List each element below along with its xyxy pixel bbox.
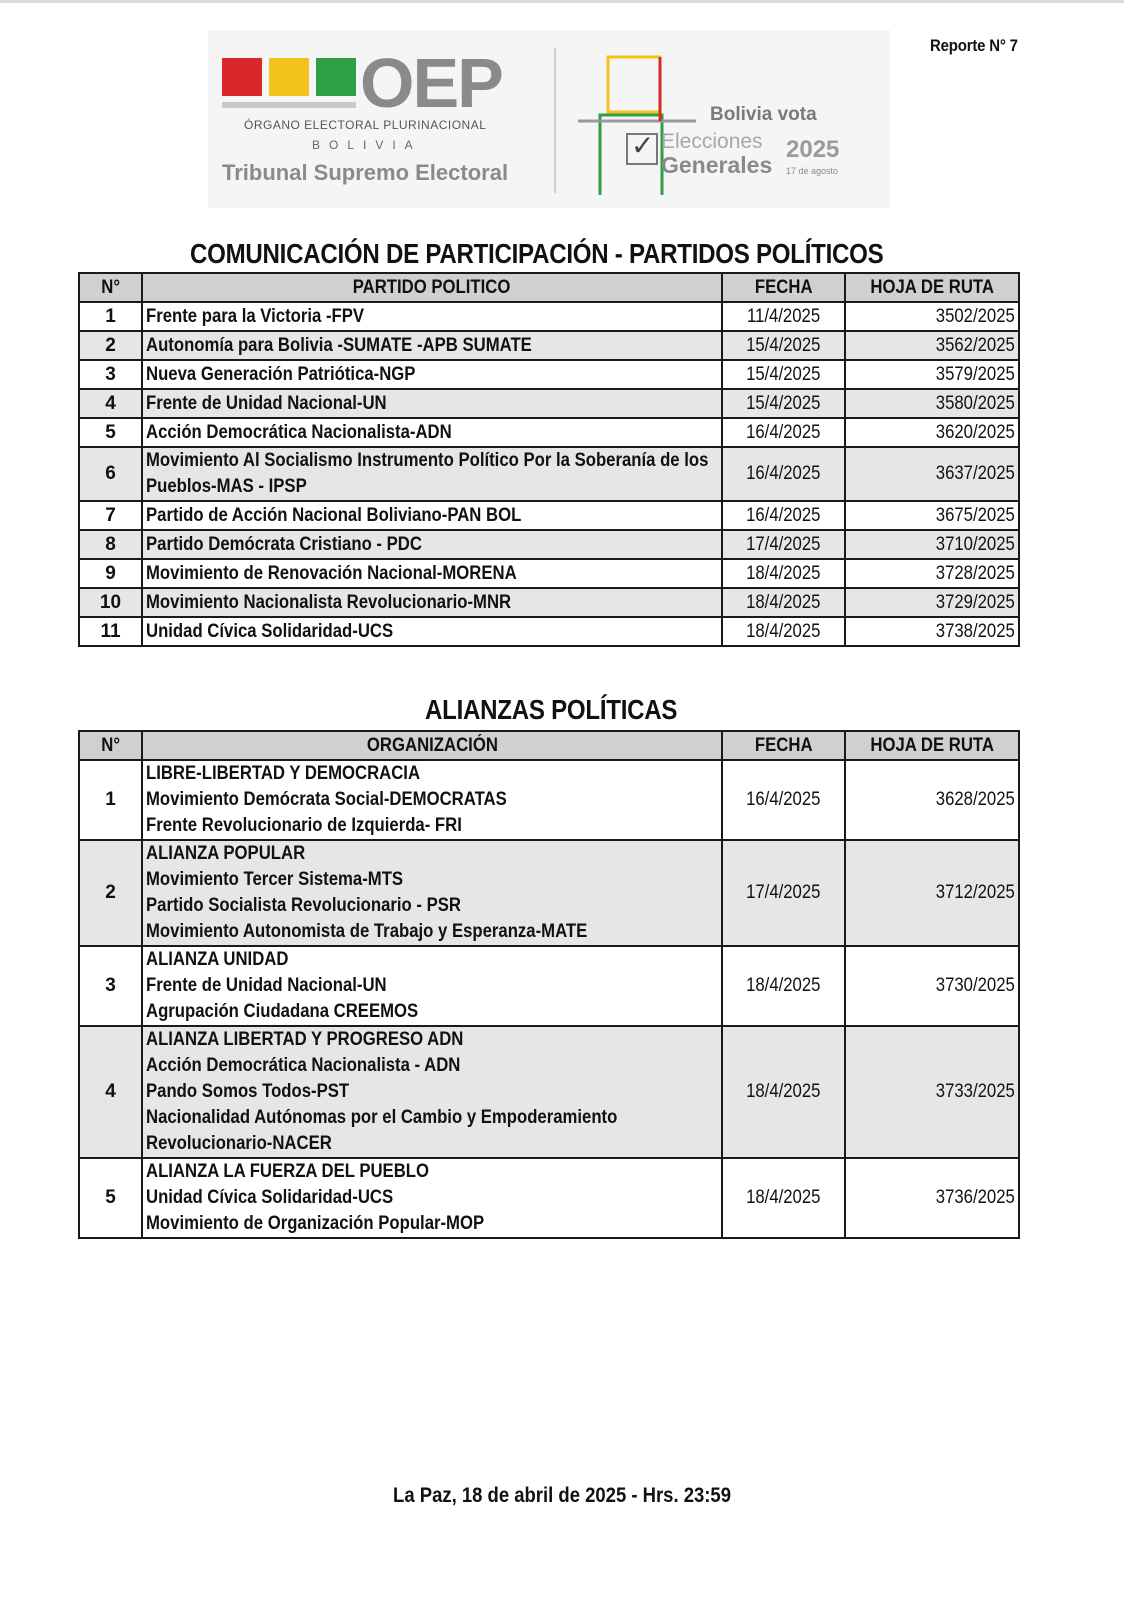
row-date: 18/4/2025: [722, 1158, 845, 1238]
table-row: [79, 418, 1019, 447]
party-name: Autonomía para Bolivia -SUMATE -APB SUMATE: [142, 331, 722, 360]
parties-table: [78, 272, 1020, 647]
table-header-row: [79, 731, 1019, 760]
party-name: Movimiento Nacionalista Revolucionario-MNR: [142, 588, 722, 617]
row-date: 16/4/2025: [722, 418, 845, 447]
row-route-sheet: 3562/2025: [845, 331, 1019, 360]
row-date: 18/4/2025: [722, 1026, 845, 1158]
row-date: 17/4/2025: [722, 840, 845, 946]
row-date: 16/4/2025: [722, 447, 845, 501]
logo-divider: [554, 48, 556, 193]
row-number: 7: [79, 501, 142, 530]
table-row: [79, 559, 1019, 588]
party-name: Acción Democrática Nacionalista-ADN: [142, 418, 722, 447]
org-country: BOLIVIA: [312, 138, 422, 152]
org-name: ÓRGANO ELECTORAL PLURINACIONAL: [244, 118, 487, 132]
col-header-organization: ORGANIZACIÓN: [142, 731, 722, 760]
row-date: 16/4/2025: [722, 760, 845, 840]
row-number: 1: [79, 760, 142, 840]
flag-underline: [222, 102, 356, 108]
row-route-sheet: 3733/2025: [845, 1026, 1019, 1158]
row-number: 4: [79, 389, 142, 418]
flag-yellow-block: [269, 58, 309, 96]
campaign-date: 17 de agosto: [786, 166, 839, 176]
row-number: 3: [79, 946, 142, 1026]
report-number: Reporte N° 7: [930, 36, 1018, 55]
footer-place-date: La Paz, 18 de abril de 2025 - Hrs. 23:59: [393, 1484, 731, 1507]
row-number: 6: [79, 447, 142, 501]
table-row: [79, 389, 1019, 418]
top-border: [0, 0, 1124, 3]
party-name: Frente de Unidad Nacional-UN: [142, 389, 722, 418]
row-number: 9: [79, 559, 142, 588]
campaign-word-elecciones: Elecciones: [661, 130, 763, 153]
col-header-route-sheet: HOJA DE RUTA: [845, 273, 1019, 302]
row-route-sheet: 3637/2025: [845, 447, 1019, 501]
checkmark-icon: ✓: [626, 133, 658, 165]
row-number: 8: [79, 530, 142, 559]
row-date: 15/4/2025: [722, 331, 845, 360]
table-row: [79, 840, 1019, 946]
row-route-sheet: 3579/2025: [845, 360, 1019, 389]
campaign-tagline: Bolivia vota: [710, 104, 817, 125]
row-route-sheet: 3675/2025: [845, 501, 1019, 530]
row-date: 11/4/2025: [722, 302, 845, 331]
party-name: Partido de Acción Nacional Boliviano-PAN BOL: [142, 501, 722, 530]
table-row: [79, 447, 1019, 501]
alliance-members: ALIANZA POPULAR Movimiento Tercer Sistema-MTS Partido Socialista Revolucionario - PSR Movimiento Autonomista de Trabajo y Esperanza-MATE: [142, 840, 722, 946]
row-number: 5: [79, 1158, 142, 1238]
alliance-members: LIBRE-LIBERTAD Y DEMOCRACIA Movimiento Demócrata Social-DEMOCRATAS Frente Revolucionario de Izquierda- FRI: [142, 760, 722, 840]
alliance-members: ALIANZA LIBERTAD Y PROGRESO ADN Acción Democrática Nacionalista - ADN Pando Somos Todos-PST Nacionalidad Autónomas por el Cambio y Empoderamiento Revolucionario-NACER: [142, 1026, 722, 1158]
alliance-members: ALIANZA UNIDAD Frente de Unidad Nacional-UN Agrupación Ciudadana CREEMOS: [142, 946, 722, 1026]
row-date: 18/4/2025: [722, 946, 845, 1026]
col-header-party: PARTIDO POLITICO: [142, 273, 722, 302]
row-date: 15/4/2025: [722, 360, 845, 389]
col-header-number: N°: [79, 273, 142, 302]
col-header-date: FECHA: [722, 731, 845, 760]
party-name: Unidad Cívica Solidaridad-UCS: [142, 617, 722, 646]
row-route-sheet: 3736/2025: [845, 1158, 1019, 1238]
row-number: 2: [79, 840, 142, 946]
table-row: [79, 1158, 1019, 1238]
table-row: [79, 946, 1019, 1026]
col-header-route-sheet: HOJA DE RUTA: [845, 731, 1019, 760]
row-date: 18/4/2025: [722, 588, 845, 617]
alliances-section-title: ALIANZAS POLÍTICAS: [425, 694, 678, 725]
row-route-sheet: 3628/2025: [845, 760, 1019, 840]
row-number: 4: [79, 1026, 142, 1158]
party-name: Partido Demócrata Cristiano - PDC: [142, 530, 722, 559]
tribunal-name: Tribunal Supremo Electoral: [222, 160, 509, 185]
row-date: 18/4/2025: [722, 617, 845, 646]
parties-section-title: COMUNICACIÓN DE PARTICIPACIÓN - PARTIDOS POLÍTICOS: [190, 238, 884, 269]
table-row: [79, 588, 1019, 617]
table-row: [79, 760, 1019, 840]
row-number: 10: [79, 588, 142, 617]
row-date: 18/4/2025: [722, 559, 845, 588]
row-route-sheet: 3580/2025: [845, 389, 1019, 418]
row-number: 1: [79, 302, 142, 331]
row-route-sheet: 3730/2025: [845, 946, 1019, 1026]
party-name: Movimiento de Renovación Nacional-MORENA: [142, 559, 722, 588]
row-route-sheet: 3710/2025: [845, 530, 1019, 559]
table-header-row: [79, 273, 1019, 302]
row-date: 15/4/2025: [722, 389, 845, 418]
row-route-sheet: 3728/2025: [845, 559, 1019, 588]
row-route-sheet: 3738/2025: [845, 617, 1019, 646]
table-row: [79, 1026, 1019, 1158]
alliances-table: [78, 730, 1020, 1239]
row-route-sheet: 3729/2025: [845, 588, 1019, 617]
table-row: [79, 302, 1019, 331]
table-row: [79, 331, 1019, 360]
flag-red-block: [222, 58, 262, 96]
flag-green-block: [316, 58, 356, 96]
party-name: Movimiento Al Socialismo Instrumento Político Por la Soberanía de los Pueblos-MAS - IPSP: [142, 447, 722, 501]
row-number: 3: [79, 360, 142, 389]
row-number: 2: [79, 331, 142, 360]
table-row: [79, 360, 1019, 389]
header-logo-banner: [208, 30, 890, 208]
col-header-number: N°: [79, 731, 142, 760]
table-row: [79, 617, 1019, 646]
row-route-sheet: 3712/2025: [845, 840, 1019, 946]
table-row: [79, 501, 1019, 530]
oep-logo-text: OEP: [360, 44, 502, 122]
party-name: Frente para la Victoria -FPV: [142, 302, 722, 331]
row-number: 5: [79, 418, 142, 447]
table-row: [79, 530, 1019, 559]
row-route-sheet: 3620/2025: [845, 418, 1019, 447]
campaign-year: 2025: [786, 136, 840, 163]
alliance-members: ALIANZA LA FUERZA DEL PUEBLO Unidad Cívica Solidaridad-UCS Movimiento de Organización Popular-MOP: [142, 1158, 722, 1238]
campaign-word-generales: Generales: [661, 152, 773, 178]
row-route-sheet: 3502/2025: [845, 302, 1019, 331]
row-number: 11: [79, 617, 142, 646]
party-name: Nueva Generación Patriótica-NGP: [142, 360, 722, 389]
row-date: 17/4/2025: [722, 530, 845, 559]
row-date: 16/4/2025: [722, 501, 845, 530]
col-header-date: FECHA: [722, 273, 845, 302]
